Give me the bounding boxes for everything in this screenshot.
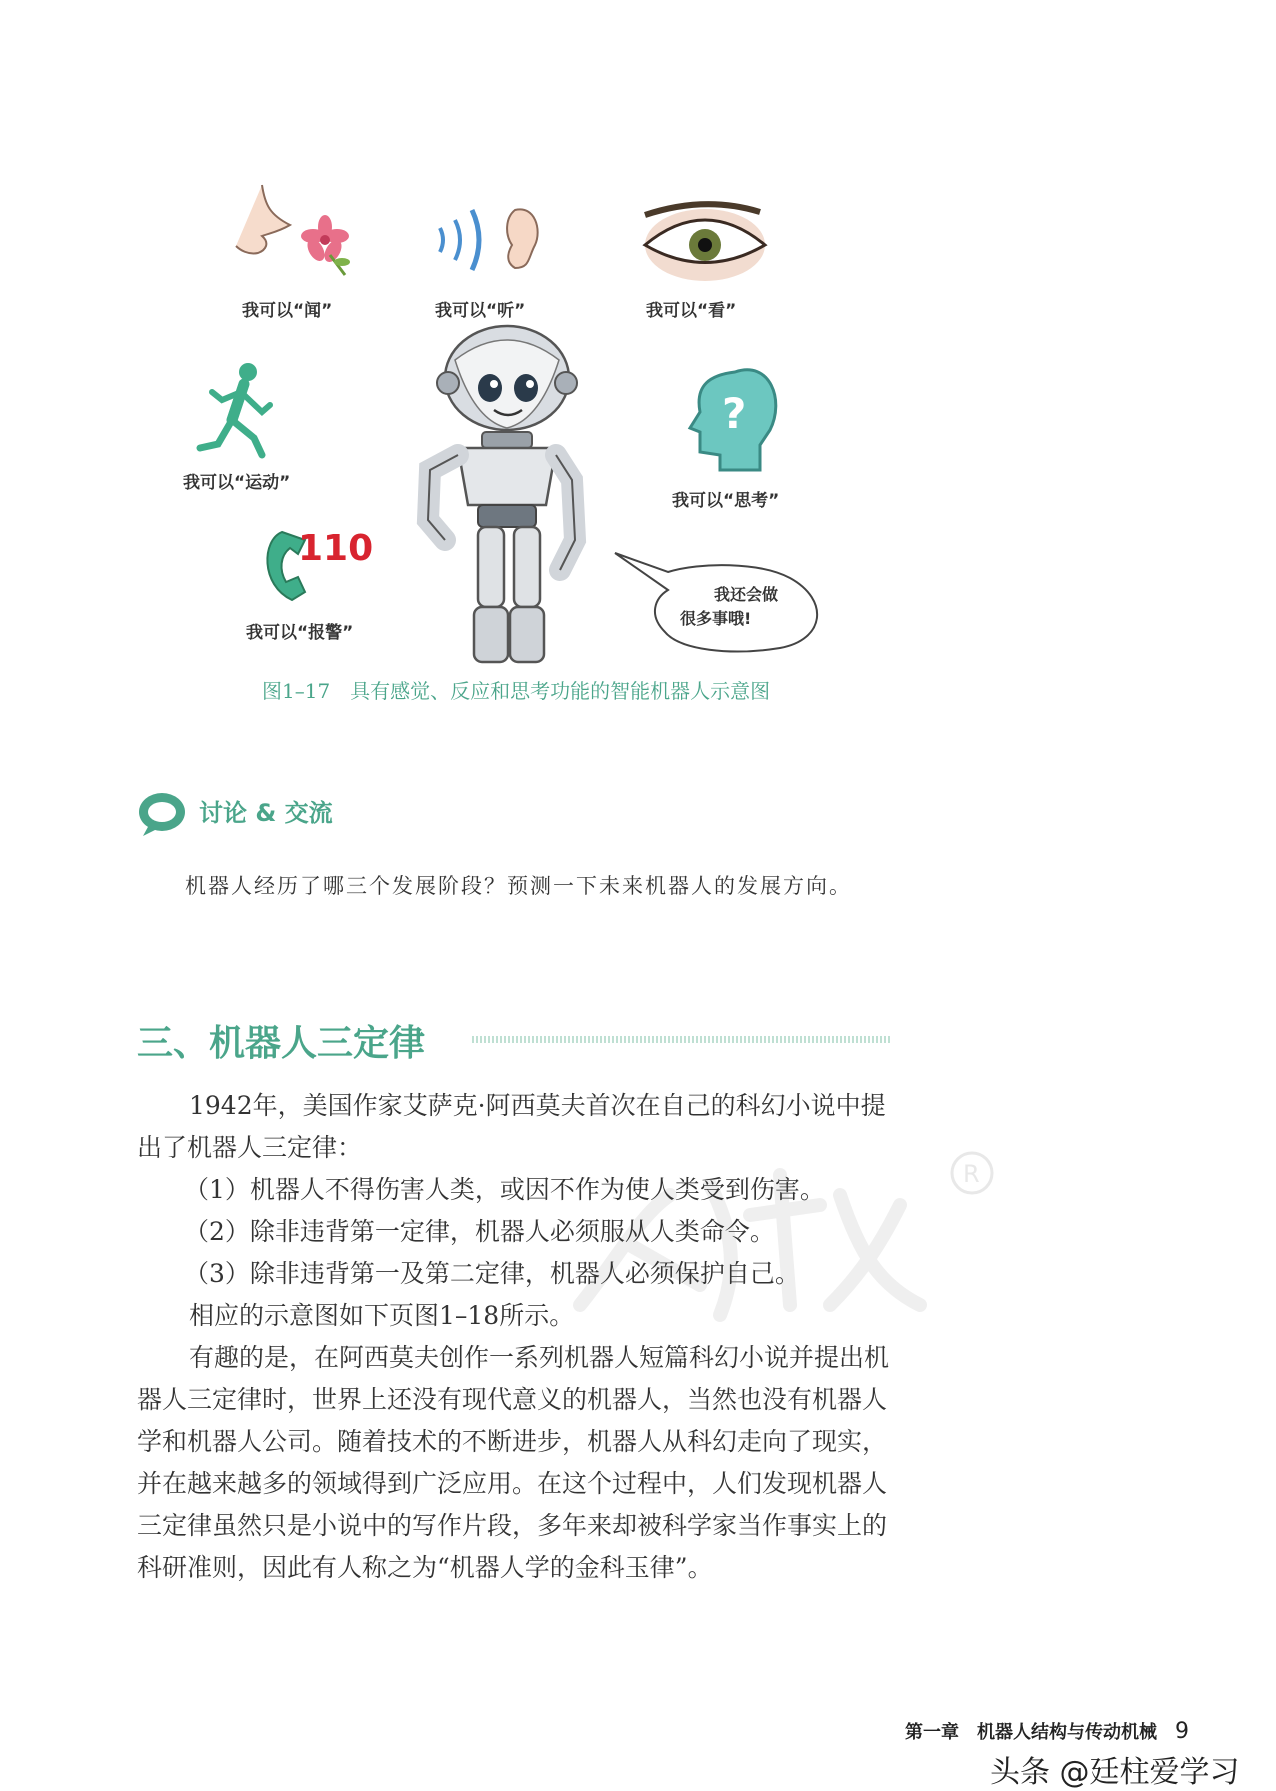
ear-sound-icon: [440, 209, 538, 270]
speech-bubble-icon: [615, 553, 817, 651]
paragraph-history: 有趣的是，在阿西莫夫创作一系列机器人短篇科幻小说并提出机器人三定律时，世界上还没有现代意义的机器人，当然也没有机器人学和机器人公司。随着技术的不断进步，机器人从科幻走向了现实，并在越来越多的领域得到广泛应用。在这个过程中，人们发现机器人三定律虽然只是小说中的写作片段，多年来却被科学家当作事实上的科研准则，因此有人称之为“机器人学的金科玉律”。: [137, 1343, 890, 1582]
label-hear: 我可以“听”: [435, 301, 526, 321]
chat-bubble-icon: [137, 791, 187, 837]
section-title: 三、机器人三定律: [137, 1023, 426, 1064]
thinking-head-icon: [690, 370, 776, 470]
label-move: 我可以“运动”: [183, 473, 291, 493]
label-smell: 我可以“闻”: [242, 301, 333, 321]
law-3: （3）除非违背第一及第二定律，机器人必须保护自己。: [184, 1259, 800, 1288]
phone-number: 110: [298, 528, 374, 569]
section-body: [137, 1085, 897, 1589]
svg-text:?: ?: [722, 389, 747, 438]
label-alarm: 我可以“报警”: [246, 623, 354, 643]
phone-110-icon: [267, 528, 373, 600]
speech-bubble-line-2: 很多事哦!: [680, 609, 752, 628]
robot-senses-illustration: [0, 0, 1276, 700]
page-footer: [905, 1718, 1189, 1744]
robot-icon: [428, 326, 577, 662]
nose-flower-icon: [236, 185, 350, 275]
discussion-title: 讨论 & 交流: [199, 799, 333, 827]
paragraph-intro: 1942年，美国作家艾萨克·阿西莫夫首次在自己的科幻小说中提出了机器人三定律：: [137, 1091, 886, 1162]
running-person-icon: [200, 363, 270, 455]
law-1: （1）机器人不得伤害人类，或因不作为使人类受到伤害。: [184, 1175, 825, 1204]
section-divider: [472, 1036, 892, 1043]
discussion-question: 机器人经历了哪三个发展阶段？预测一下未来机器人的发展方向。: [185, 874, 852, 898]
label-see: 我可以“看”: [646, 301, 737, 321]
speech-bubble-line-1: 我还会做: [714, 585, 779, 604]
svg-text:R: R: [963, 1160, 980, 1188]
eye-icon: [645, 204, 765, 281]
law-2: （2）除非违背第一定律，机器人必须服从人类命令。: [184, 1217, 775, 1246]
label-think: 我可以“思考”: [672, 491, 780, 511]
chapter-title: 第一章 机器人结构与传动机械: [905, 1722, 1157, 1743]
page-number: 9: [1175, 1719, 1189, 1744]
paragraph-figure-ref: 相应的示意图如下页图1–18所示。: [189, 1301, 575, 1330]
figure-caption: 图1–17 具有感觉、反应和思考功能的智能机器人示意图: [262, 679, 771, 703]
source-watermark: 头条 @廷柱爱学习: [990, 1755, 1240, 1790]
